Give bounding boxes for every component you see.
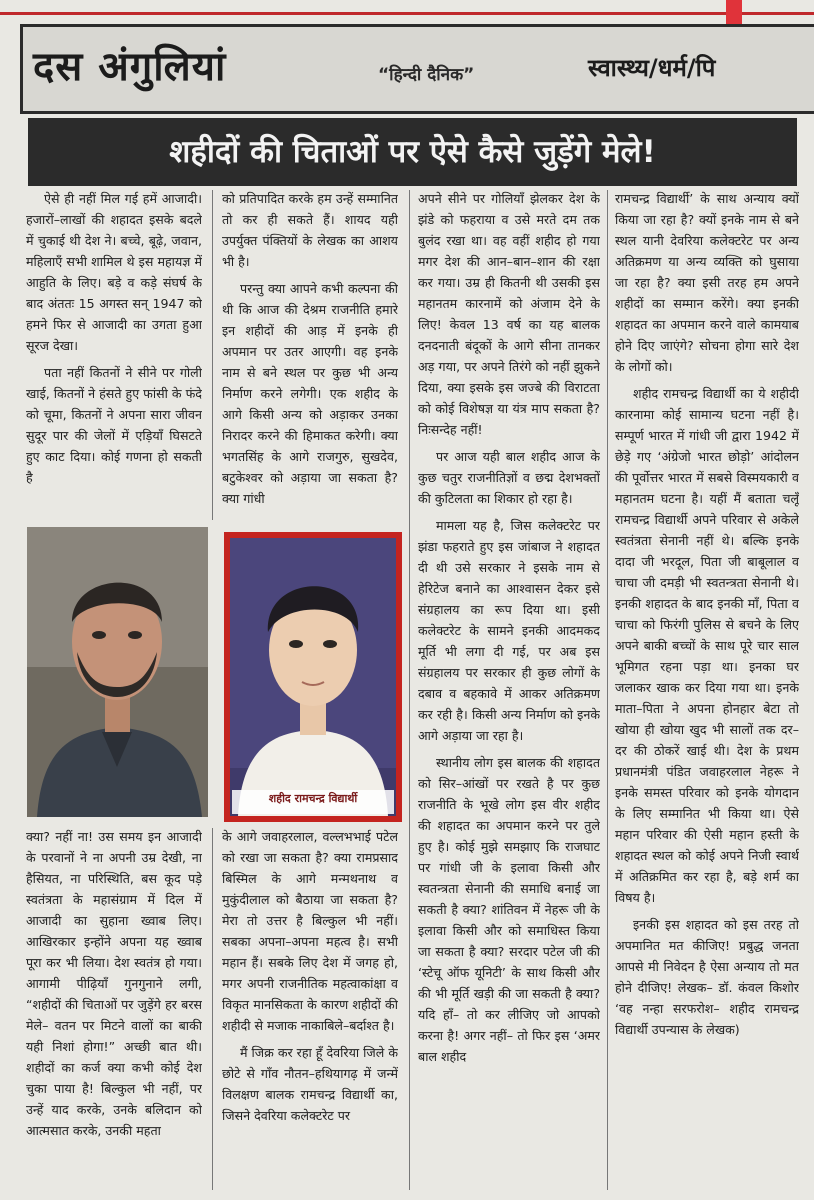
martyr-portrait-frame xyxy=(224,532,402,822)
paragraph: को प्रतिपादित करके हम उन्हें सम्मानित तो कर ही सकते हैं। शायद यही उपर्युक्त पंक्तियों के लेखक का आशय भी है। xyxy=(222,191,398,269)
paragraph: स्थानीय लोग इस बालक की शहादत को सिर–आंखों पर रखते है पर कुछ राजनीति के भूखे लोग इस वीर शहीद की शहादत का अपमान करने पर तुले हुए है। कोई मुझे समझाए कि राजघाट पर गांधी जी के इलावा किसी और स्वतन्त्रता सेनानी की समाधि बनाई जा सकती है क्या? शांतिवन में नेहरू जी के इलावा किसी और को समाधिस्त किया जा सकता है क्या? सरदार पटेल जी की ‘स्टेचू ऑफ यूनिटी’ के साथ किसी और की भी मूर्ति खड़ी की जा सकती है क्या? यदि हाँ– तो कर लीजिए जो आपको करना है! अगर नहीं– तो फिर इस ‘अमर बाल शहीद xyxy=(418,755,600,1064)
martyr-photo-caption: शहीद रामचन्द्र विद्यार्थी xyxy=(268,792,358,805)
paragraph: शहीद रामचन्द्र विद्यार्थी का ये शहीदी कारनामा कोई सामान्य घटना नहीं है। सम्पूर्ण भारत में गांधी जी द्वारा 1942 में छेड़े गए ‘अंग्रेजो भारत छोड़ो’ आंदोलन की पूर्वोत्तर भारत में सबसे विस्मयकारी व महानतम घटना है। यहीं मैं बताता चलूँ रामचन्द्र विद्यार्थी अपने परिवार से अकेले स्वतंत्रता सेनानी नहीं थे। बल्कि इनके दादा जी भरदूल, पिता जी बाबूलाल व चाचा जी दमड़ी भी स्वतन्त्रता सेनानी थे। इनकी शहादत के बाद इनकी माँ, पिता व चाचा को फिरंगी पुलिस से बचने के लिए अपने बाकी बच्चों के साथ पूरे चार साल भूमिगत रहना पड़ा था। इनका घर जलाकर खाक कर दिया गया था। इनके माता–पिता ने अपना होनहार बेटा तो खोया ही खोया खुद भी सालों तक दर–दर की ठोकरें खाई थी। देश के प्रथम प्रधानमंत्री पंडित जवाहरलाल नेहरू ने इनके समस्त परिवार को इनके योगदान के लिए सम्मानित भी किया था। ऐसे महान परिवार की ऐसी महान हस्ती के शहादत स्थल को कोई अपने निजी स्वार्थ में अतिक्रमित कर रहा है, बड़े शर्म का विषय है। xyxy=(615,386,799,905)
masthead-section: स्वास्थ्य/धर्म/पि xyxy=(588,54,716,82)
paragraph: रामचन्द्र विद्यार्थी’ के साथ अन्याय क्यों किया जा रहा है? क्यों इनके नाम से बने स्थल यानी देवरिया कलेक्टरेट पर अन्य अतिक्रमण या अन्य व्यक्ति को घुसाया जा रहा है? क्या इसी तरह हम अपने शहीदों का सम्मान करेंगे। क्या इनकी शहादत का अपमान करने वाले कामयाब होने दिए जाएंगे? सोचना होगा सारे देश के लोगों को। xyxy=(615,191,799,374)
column-1-top xyxy=(26,188,202,522)
masthead-tagline: “हिन्दी दैनिक” xyxy=(378,65,475,85)
author-photo xyxy=(27,527,208,817)
column-1-bottom xyxy=(26,826,202,1194)
paragraph: पर आज यही बाल शहीद आज के कुछ चतुर राजनीतिज्ञों व छद्म देशभक्तों की कुटिलता का शिकार हो रहा है। xyxy=(418,449,600,506)
paragraph: इनकी इस शहादत को इस तरह तो अपमानित मत कीजिए! प्रबुद्ध जनता आपसे मी निवेदन है ऐसा अन्याय तो मत होने दीजिए! लेखक– डॉ. कंवल किशोर ‘वह नन्हा सरफरोश– शहीद रामचन्द्र विद्यार्थी उपन्यास के लेखक) xyxy=(615,917,799,1037)
author-portrait-image xyxy=(27,527,208,817)
article-headline: शहीदों की चिताओं पर ऐसे कैसे जुड़ेंगे मेले! xyxy=(28,118,797,186)
martyr-portrait-image xyxy=(224,532,402,822)
column-4 xyxy=(615,188,799,1194)
paragraph: ऐसे ही नहीं मिल गई हमें आजादी। हजारों–लाखों की शहादत इसके बदले में चुकाई थी देश ने। बच्चे, बूढ़े, जवान, महिलाएँ सभी शामिल थे इस महायज्ञ में आहुति के लिए। बड़े व कड़े संघर्ष के बाद अंततः 15 अगस्त सन् 1947 को हमने फिर से आजादी का उगता हुआ सूरज देखा। xyxy=(26,191,202,353)
column-rule xyxy=(607,190,608,1190)
paragraph: अपने सीने पर गोलियाँ झेलकर देश के झंडे को फहराया व उसे मरते दम तक बुलंद रखा था। वह वहीं शहीद हो गया मगर देश की आन–बान–शान की रक्षा कर गया। उम्र ही कितनी थी उसकी इस महानतम कारनामें को अंजाम देने के लिए! केवल 13 वर्ष का यह बालक दनदनाती बंदूकों के आगे सीना तानकर अड़ गया, पर अपने तिरंगे को नहीं झुकने दिया, क्या इसके इस जज्बे की विराटता को कोई विशेषज्ञ या यंत्र माप सकता है? निःसन्देह नहीं! xyxy=(418,191,600,437)
column-rule xyxy=(212,190,213,520)
column-3 xyxy=(418,188,600,1194)
paragraph: मैं जिक्र कर रहा हूँ देवरिया जिले के छोटे से गाँव नौतन–हथियागढ़ में जन्में विलक्षण बालक रामचन्द्र विद्यार्थी का, जिसने देवरिया कलेक्टरेट पर xyxy=(222,1045,398,1123)
column-2-top xyxy=(222,188,398,522)
paragraph: क्या? नहीं ना! उस समय इन आजादी के परवानों ने ना अपनी उम्र देखी, ना हैसियत, ना परिस्थिति, बस कूद पड़े स्वतंत्रता के महासंग्राम में दिल में आजादी का सुहाना ख्वाब लिए। आखिरकार इन्होंने अपना यह ख्वाब पूरा कर भी लिया। देश स्वतंत्र हो गया। आगामी पीढ़ियाँ गुनगुनाने लगी, “शहीदों की चिताओं पर जुड़ेंगे हर बरस मेले– वतन पर मिटने वालों का बाकी यही निशां होगा!” अच्छी बात थी। शहीदों का कर्ज क्या कभी कोई देश चुका पाया है! बिल्कुल भी नहीं, पर उन्हें याद करके, उनके बलिदान को आत्मसात करके, उनकी महता xyxy=(26,829,202,1138)
column-rule xyxy=(212,828,213,1190)
masthead xyxy=(20,24,814,114)
paragraph: पता नहीं कितनों ने सीने पर गोली खाई, कितनों ने हंसते हुए फांसी के फंदे को चूमा, कितनों ने अपना सारा जीवन सुदूर पार की जेलों में एड़ियाँ घिसटते हुए काट दिया। कोई गणना हो सकती है xyxy=(26,365,202,485)
top-red-line xyxy=(0,12,814,15)
column-2-bottom xyxy=(222,826,398,1194)
column-rule xyxy=(409,190,410,1190)
paragraph: परन्तु क्या आपने कभी कल्पना की थी कि आज की देश्रम राजनीति हमारे इन शहीदों की आड़ में इनके ही अपमान पर उतर आएगी। वह इनके नाम से बने स्थल पर कुछ भी अन्य निर्माण करने लगेगी। एक शहीद के आगे किसी अन्य को अड़ाकर उनका निरादर करने की हिमाकत करेगी। क्या भगतसिंह के आगे राजगुरु, सुखदेव, बटुकेश्वर को अड़ाया जा सकता है? क्या गांधी xyxy=(222,281,398,506)
paragraph: के आगे जवाहरलाल, वल्लभभाई पटेल को रखा जा सकता है? क्या रामप्रसाद बिस्मिल के आगे मन्मथनाथ व मुकुंदीलाल को बैठाया जा सकता है? मेरा तो उत्तर है बिल्कुल भी नहीं। सबका अपना–अपना महत्व है। सभी महान हैं। सबके लिए देश में जगह हो, मगर अपनी राजनीतिक महत्वाकांक्षा व विकृत मानसिकता के कारण शहीदों की शहीदी से मजाक नाकाबिले–बर्दाश्त है। xyxy=(222,829,398,1033)
masthead-title: दस अंगुलियां xyxy=(33,44,227,90)
paragraph: मामला यह है, जिस कलेक्टरेट पर झंडा फहराते हुए इस जांबाज ने शहादत दी थी उसे सरकार ने इसके नाम से हेरिटेज बनाने का आश्वासन देकर इसे संग्रहालय का रूप दिया था। इसी कलेक्टरेट के सामने इनकी आदमकद मूर्ति भी लगा दी गई, पर अब इस संग्रहालय पर सरकार ही कुछ लोगों के दबाव व बहकावे में आकर अतिक्रमण कर रही है। किसी अन्य निर्माण को इनके आगे अड़ाया जा रहा है। xyxy=(418,518,600,743)
